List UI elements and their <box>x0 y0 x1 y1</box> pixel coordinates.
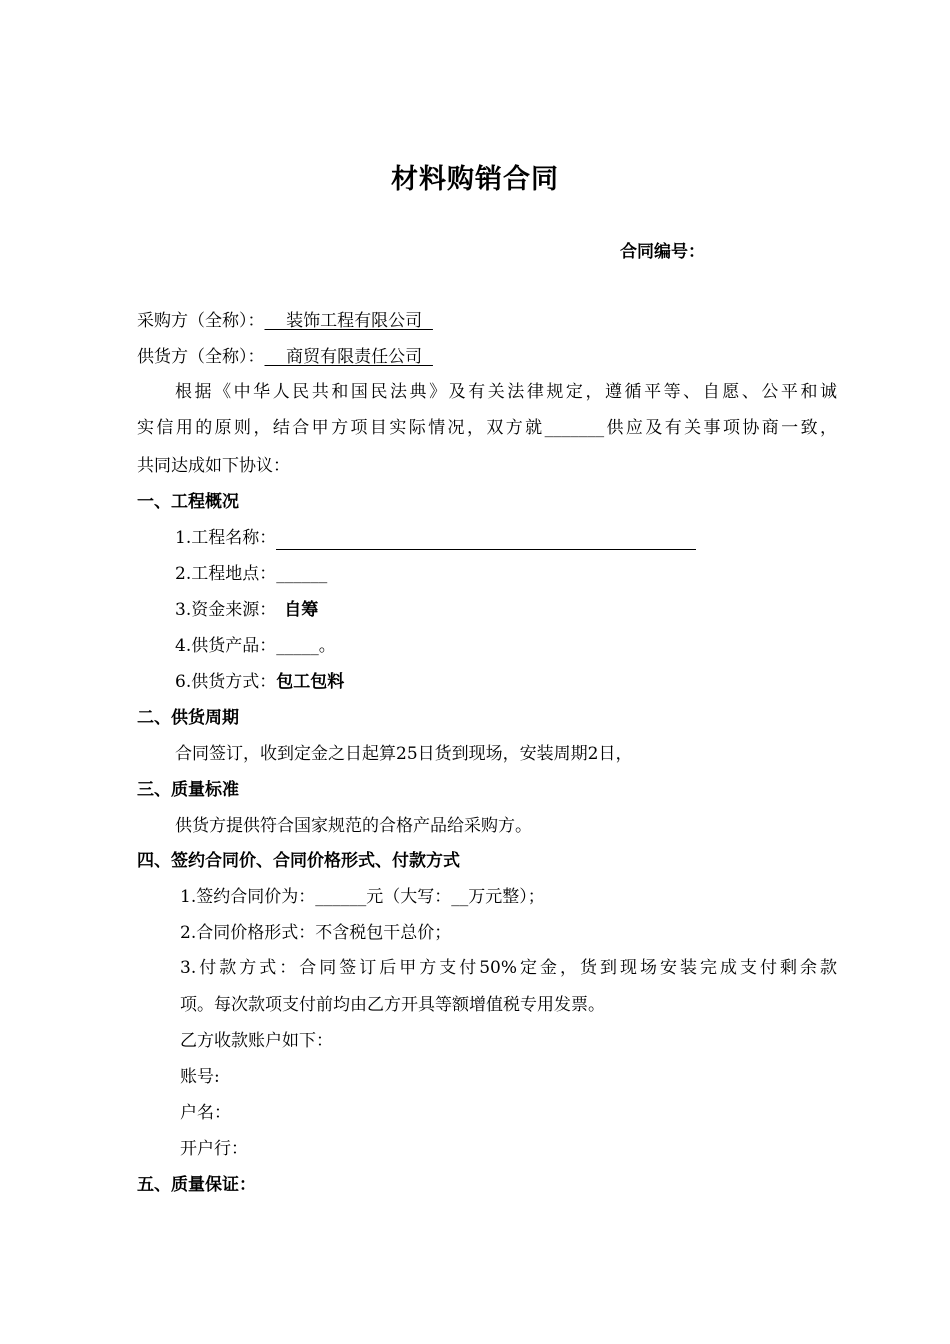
section-5-heading: 五、质量保证： <box>137 1175 256 1195</box>
supply-method-item <box>175 670 344 694</box>
project-name-item <box>175 526 696 550</box>
section-2-heading: 二、供货周期 <box>137 708 239 728</box>
bank-name: 开户行： <box>180 1139 248 1159</box>
contract-price: 1.签约合同价为：______元（大写：__万元整）； <box>180 887 545 907</box>
payment-line-1: 3.付款方式：合同签订后甲方支付50%定金，货到现场安装完成支付剩余款 <box>180 958 837 978</box>
section-2-text: 合同签订，收到定金之日起算25日货到现场，安装周期2日， <box>175 744 633 764</box>
supplier-value: 商贸有限责任公司 <box>264 347 433 367</box>
intro-line-1: 根据《中华人民共和国民法典》及有关法律规定，遵循平等、自愿、公平和诚 <box>175 382 837 402</box>
supply-product-value: _____。 <box>276 636 336 656</box>
project-name-blank <box>276 531 696 550</box>
fund-source-label: 3.资金来源： <box>175 600 277 620</box>
supplier-label: 供货方（全称）： <box>137 347 265 367</box>
project-name-label: 1.工程名称： <box>175 528 277 548</box>
account-name: 户名： <box>180 1103 231 1123</box>
purchaser-value: 装饰工程有限公司 <box>264 311 433 331</box>
fund-source-value: 自筹 <box>284 600 319 620</box>
purchaser-label: 采购方（全称）： <box>137 311 265 331</box>
section-3-heading: 三、质量标准 <box>137 780 239 800</box>
section-1-heading: 一、工程概况 <box>137 492 239 512</box>
supply-method-value: 包工包料 <box>276 672 345 692</box>
contract-number-label: 合同编号： <box>620 242 705 262</box>
purchaser-line <box>137 309 433 333</box>
account-number: 账号: <box>180 1067 220 1087</box>
project-location-value: ______ <box>276 564 328 584</box>
supply-product-item <box>175 634 336 658</box>
project-location-label: 2.工程地点： <box>175 564 277 584</box>
supplier-line <box>137 345 433 369</box>
intro-line-2: 实信用的原则，结合甲方项目实际情况，双方就_______供应及有关事项协商一致， <box>137 418 837 438</box>
fund-source-item <box>175 598 318 622</box>
supply-product-label: 4.供货产品： <box>175 636 277 656</box>
price-form: 2.合同价格形式：不含税包干总价； <box>180 923 452 943</box>
payment-line-2: 项。每次款项支付前均由乙方开具等额增值税专用发票。 <box>180 995 605 1015</box>
section-3-text: 供货方提供符合国家规范的合格产品给采购方。 <box>175 816 532 836</box>
section-4-heading: 四、签约合同价、合同价格形式、付款方式 <box>137 851 460 871</box>
project-location-item <box>175 562 327 586</box>
document-title: 材料购销合同 <box>391 164 559 195</box>
supply-method-label: 6.供货方式： <box>175 672 277 692</box>
intro-line-3: 共同达成如下协议： <box>137 456 290 476</box>
account-intro: 乙方收款账户如下： <box>180 1031 333 1051</box>
